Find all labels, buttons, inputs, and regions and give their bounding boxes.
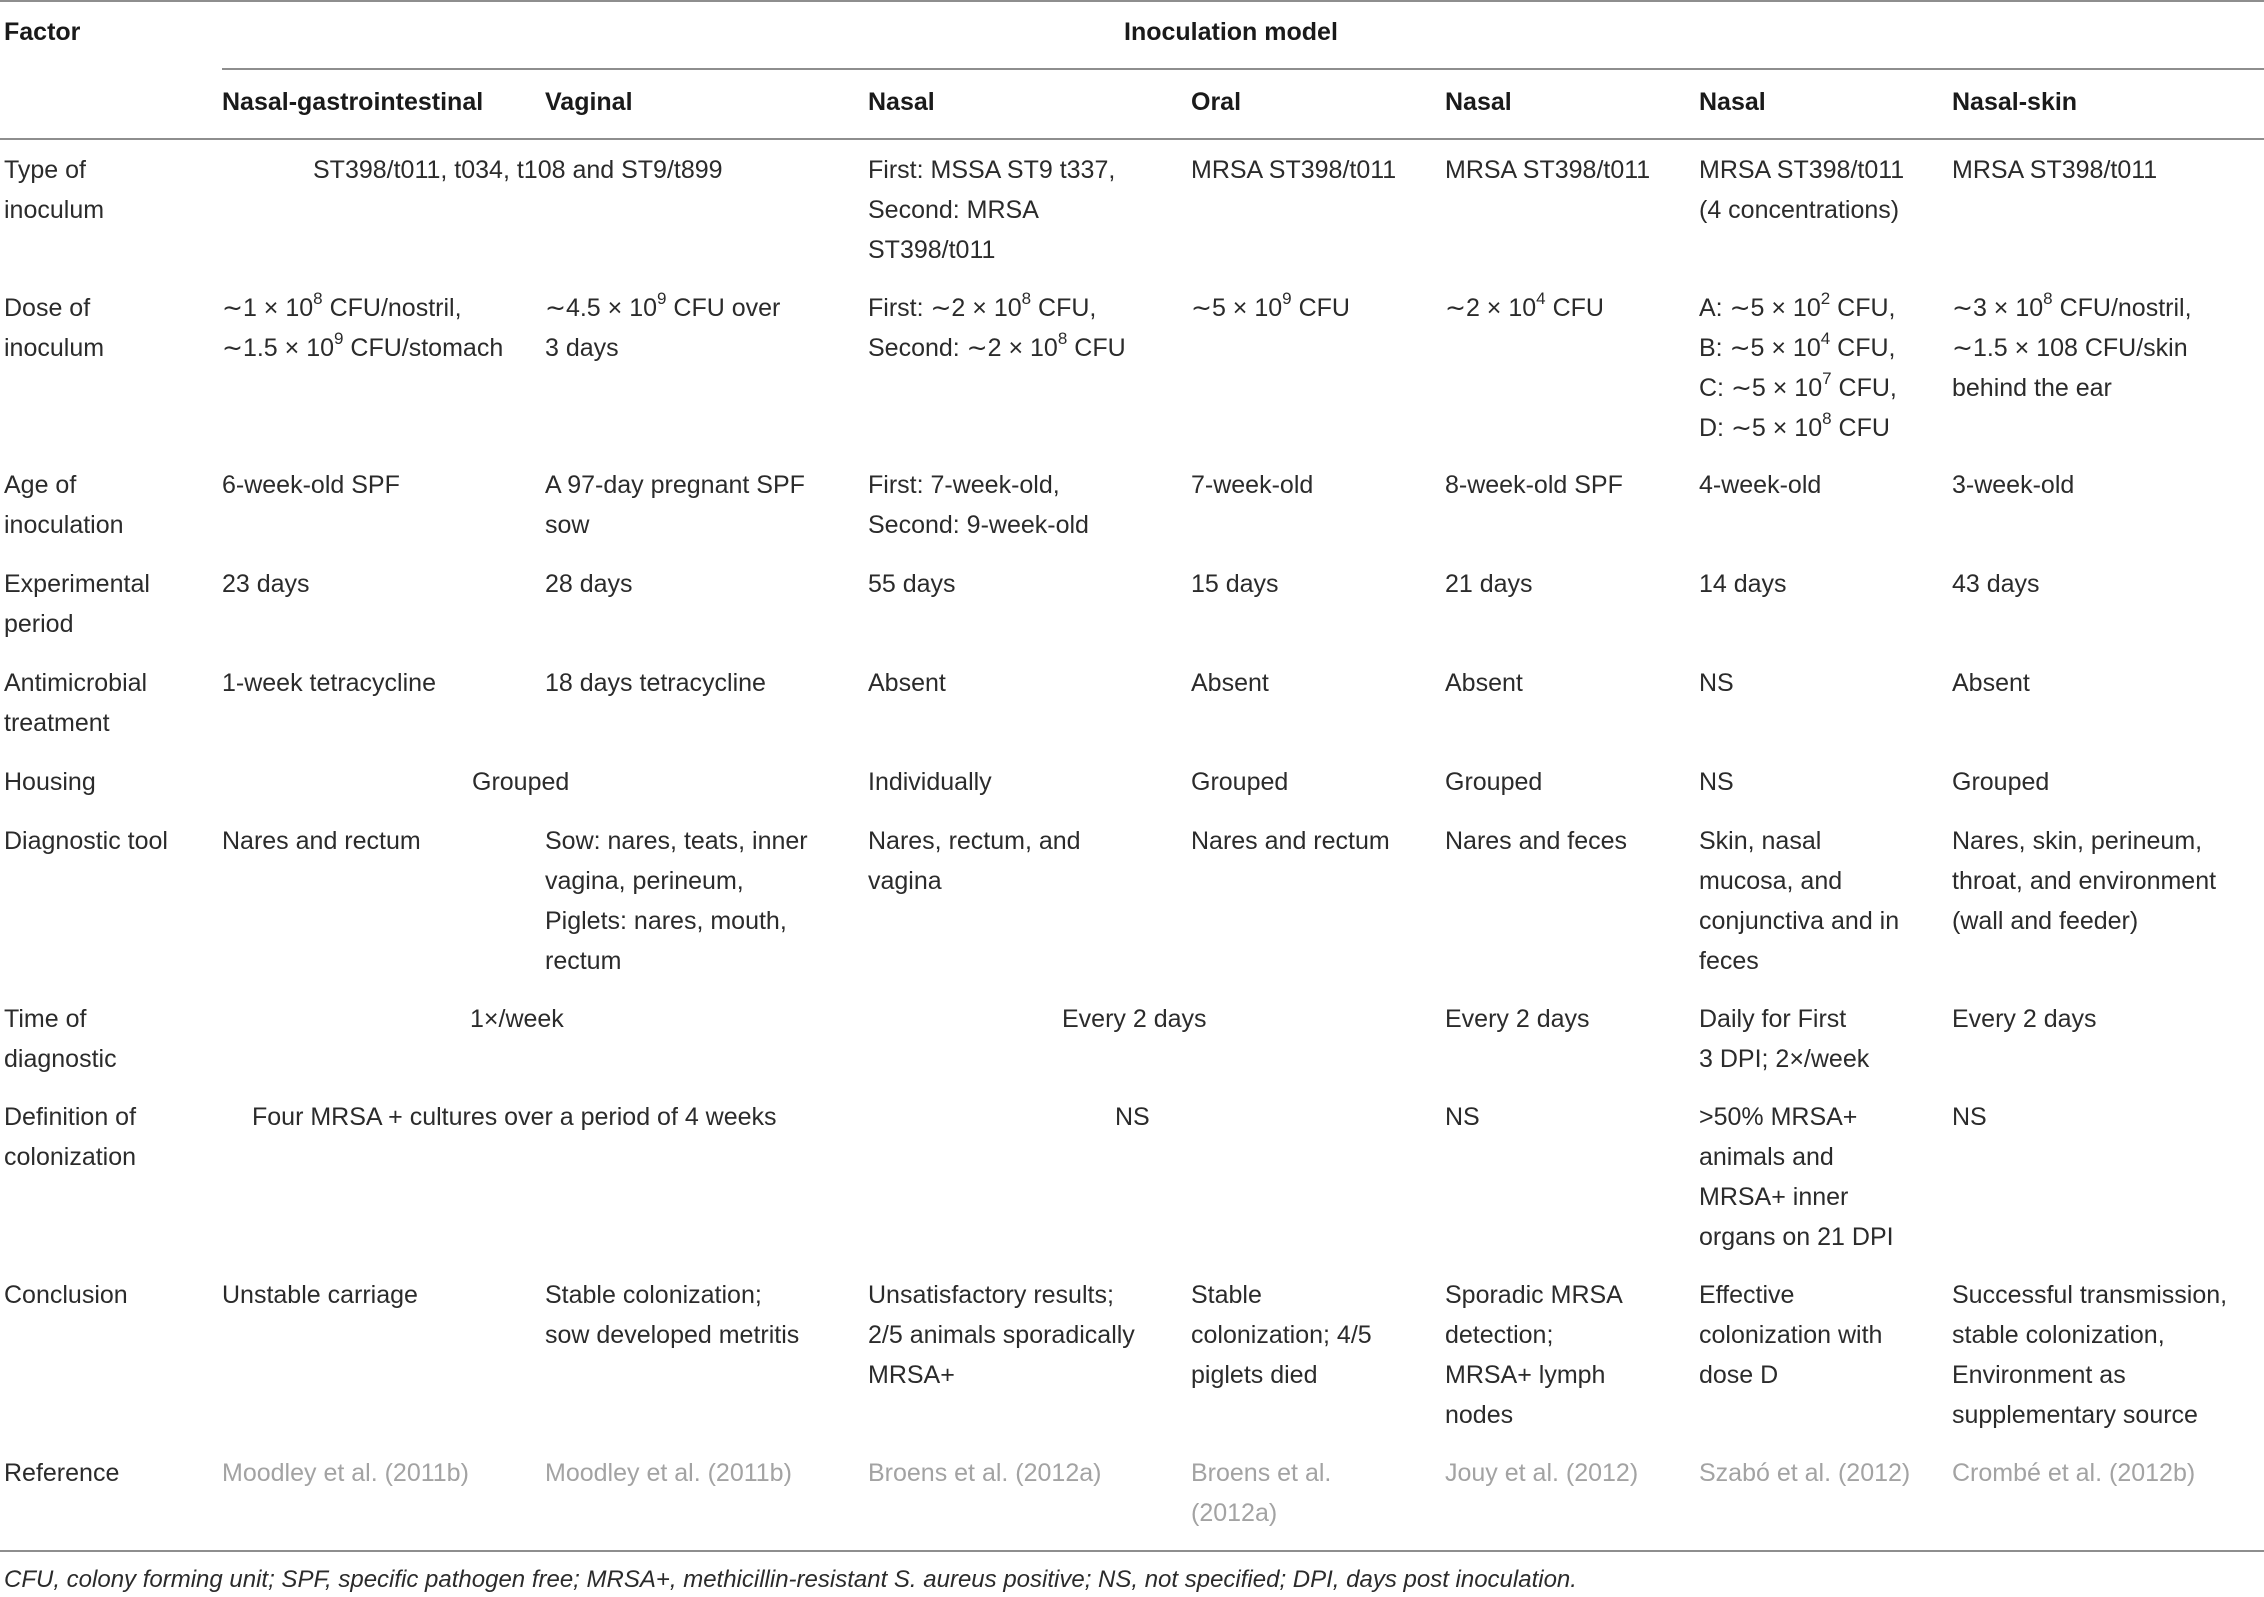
reference-c7[interactable]: Crombé et al. (2012b) (1952, 1459, 2196, 1487)
time-span-1-2: 1×/week (470, 1005, 564, 1033)
definition-c6: >50% MRSA+ animals and MRSA+ inner organs on 21 DPI (1699, 1103, 1894, 1251)
antimicrobial-c3: Absent (868, 669, 946, 697)
antimicrobial-c1: 1-week tetracycline (222, 669, 436, 697)
header-model-5: Nasal (1445, 88, 1512, 116)
housing-c5: Grouped (1445, 768, 1543, 796)
header-model-4: Oral (1191, 88, 1242, 116)
header-model-1: Nasal-gastrointestinal (222, 88, 484, 116)
reference-c5[interactable]: Jouy et al. (2012) (1445, 1459, 1639, 1487)
time-span-3-4: Every 2 days (1062, 1005, 1207, 1033)
conclusion-c1: Unstable carriage (222, 1281, 418, 1309)
conclusion-c3: Unsatisfactory results; 2/5 animals sporadically MRSA+ (868, 1281, 1135, 1389)
antimicrobial-c5: Absent (1445, 669, 1523, 697)
reference-c1[interactable]: Moodley et al. (2011b) (222, 1459, 469, 1487)
period-c1: 23 days (222, 570, 310, 598)
row-label-conclusion: Conclusion (4, 1281, 128, 1309)
type-c4: MRSA ST398/t011 (1191, 156, 1397, 184)
housing-c4: Grouped (1191, 768, 1289, 796)
period-c4: 15 days (1191, 570, 1279, 598)
header-model-3: Nasal (868, 88, 935, 116)
antimicrobial-c6: NS (1699, 669, 1734, 697)
diagnostic-tool-c1: Nares and rectum (222, 827, 421, 855)
definition-span-1-2: Four MRSA + cultures over a period of 4 weeks (252, 1103, 777, 1131)
antimicrobial-c2: 18 days tetracycline (545, 669, 766, 697)
top-rule (0, 0, 2264, 2)
row-label-age: Age of inoculation (4, 471, 124, 539)
housing-c7: Grouped (1952, 768, 2050, 796)
header-factor: Factor (4, 18, 81, 46)
type-c3: First: MSSA ST9 t337, Second: MRSA ST398/t011 (868, 156, 1116, 264)
header-bottom-rule (0, 138, 2264, 140)
header-model-7: Nasal-skin (1952, 88, 2078, 116)
row-label-time: Time of diagnostic (4, 1005, 117, 1073)
age-c3: First: 7-week-old, Second: 9-week-old (868, 471, 1089, 539)
conclusion-c7: Successful transmission, stable colonization, Environment as supplementary source (1952, 1281, 2228, 1429)
type-span-1-2: ST398/t011, t034, t108 and ST9/t899 (313, 156, 723, 184)
definition-span-3-4: NS (1115, 1103, 1150, 1131)
time-c5: Every 2 days (1445, 1005, 1590, 1033)
housing-c6: NS (1699, 768, 1734, 796)
diagnostic-tool-c3: Nares, rectum, and vagina (868, 827, 1081, 895)
conclusion-c2: Stable colonization; sow developed metritis (545, 1281, 800, 1349)
antimicrobial-c7: Absent (1952, 669, 2030, 697)
conclusion-c4: Stable colonization; 4/5 piglets died (1191, 1281, 1372, 1389)
age-c7: 3-week-old (1952, 471, 2075, 499)
dose-c1: ∼1 × $10^8$ CFU/nostril, ∼1.5 × $10^9$ CFU/stomach (222, 288, 504, 362)
age-c5: 8-week-old SPF (1445, 471, 1623, 499)
row-label-definition: Definition of colonization (4, 1103, 137, 1171)
period-c2: 28 days (545, 570, 633, 598)
definition-c7: NS (1952, 1103, 1987, 1131)
age-c4: 7-week-old (1191, 471, 1314, 499)
table-bottom-rule (0, 1550, 2264, 1552)
row-label-type: Type of inoculum (4, 156, 105, 224)
model-header-rule (222, 68, 2264, 70)
diagnostic-tool-c2: Sow: nares, teats, inner vagina, perineum, Piglets: nares, mouth, rectum (545, 827, 808, 975)
row-label-dose: Dose of inoculum (4, 294, 105, 362)
antimicrobial-c4: Absent (1191, 669, 1269, 697)
type-c6: MRSA ST398/t011 (4 concentrations) (1699, 156, 1905, 224)
conclusion-c5: Sporadic MRSA detection; MRSA+ lymph nodes (1445, 1281, 1623, 1429)
row-label-period: Experimental period (4, 570, 150, 638)
time-c6: Daily for First 3 DPI; 2×/week (1699, 1005, 1870, 1073)
row-label-reference: Reference (4, 1459, 120, 1487)
row-label-housing: Housing (4, 768, 96, 796)
period-c6: 14 days (1699, 570, 1787, 598)
period-c3: 55 days (868, 570, 956, 598)
housing-c3: Individually (868, 768, 992, 796)
dose-c5: ∼2 × $10^4$ CFU (1445, 288, 1604, 322)
age-c6: 4-week-old (1699, 471, 1822, 499)
diagnostic-tool-c7: Nares, skin, perineum, throat, and environment (wall and feeder) (1952, 827, 2217, 935)
diagnostic-tool-c6: Skin, nasal mucosa, and conjunctiva and in feces (1699, 827, 1900, 975)
row-label-antimicrobial: Antimicrobial treatment (4, 669, 148, 737)
header-model-6: Nasal (1699, 88, 1766, 116)
definition-c5: NS (1445, 1103, 1480, 1131)
dose-c6: A: ∼5 × $10^2$ CFU, B: ∼5 × $10^4$ CFU, C: ∼5 × $10^7$ CFU, D: ∼5 × $10^8$ CFU (1699, 288, 1897, 442)
diagnostic-tool-c5: Nares and feces (1445, 827, 1628, 855)
period-c5: 21 days (1445, 570, 1533, 598)
row-label-diagnostic-tool: Diagnostic tool (4, 827, 168, 855)
type-c7: MRSA ST398/t011 (1952, 156, 2158, 184)
header-inoculation-model: Inoculation model (1124, 18, 1338, 46)
age-c2: A 97-day pregnant SPF sow (545, 471, 805, 539)
reference-c2[interactable]: Moodley et al. (2011b) (545, 1459, 792, 1487)
conclusion-c6: Effective colonization with dose D (1699, 1281, 1883, 1389)
reference-c6[interactable]: Szabó et al. (2012) (1699, 1459, 1911, 1487)
dose-c4: ∼5 × $10^9$ CFU (1191, 288, 1350, 322)
header-model-2: Vaginal (545, 88, 633, 116)
age-c1: 6-week-old SPF (222, 471, 400, 499)
time-c7: Every 2 days (1952, 1005, 2097, 1033)
dose-c3: First: ∼2 × $10^8$ CFU, Second: ∼2 × $10^8$ CFU (868, 288, 1126, 362)
period-c7: 43 days (1952, 570, 2040, 598)
diagnostic-tool-c4: Nares and rectum (1191, 827, 1390, 855)
dose-c2: ∼4.5 × $10^9$ CFU over 3 days (545, 288, 781, 362)
reference-c3[interactable]: Broens et al. (2012a) (868, 1459, 1102, 1487)
housing-span-1-2: Grouped (472, 768, 570, 796)
table-footnote: CFU, colony forming unit; SPF, specific pathogen free; MRSA+, methicillin-resistant S. aureus positive; NS, not specified; DPI, days post inoculation. (4, 1566, 1577, 1593)
type-c5: MRSA ST398/t011 (1445, 156, 1651, 184)
reference-c4[interactable]: Broens et al. (2012a) (1191, 1459, 1332, 1527)
dose-c7: ∼3 × $10^8$ CFU/nostril, ∼1.5 × 108 CFU/skin behind the ear (1952, 288, 2192, 402)
